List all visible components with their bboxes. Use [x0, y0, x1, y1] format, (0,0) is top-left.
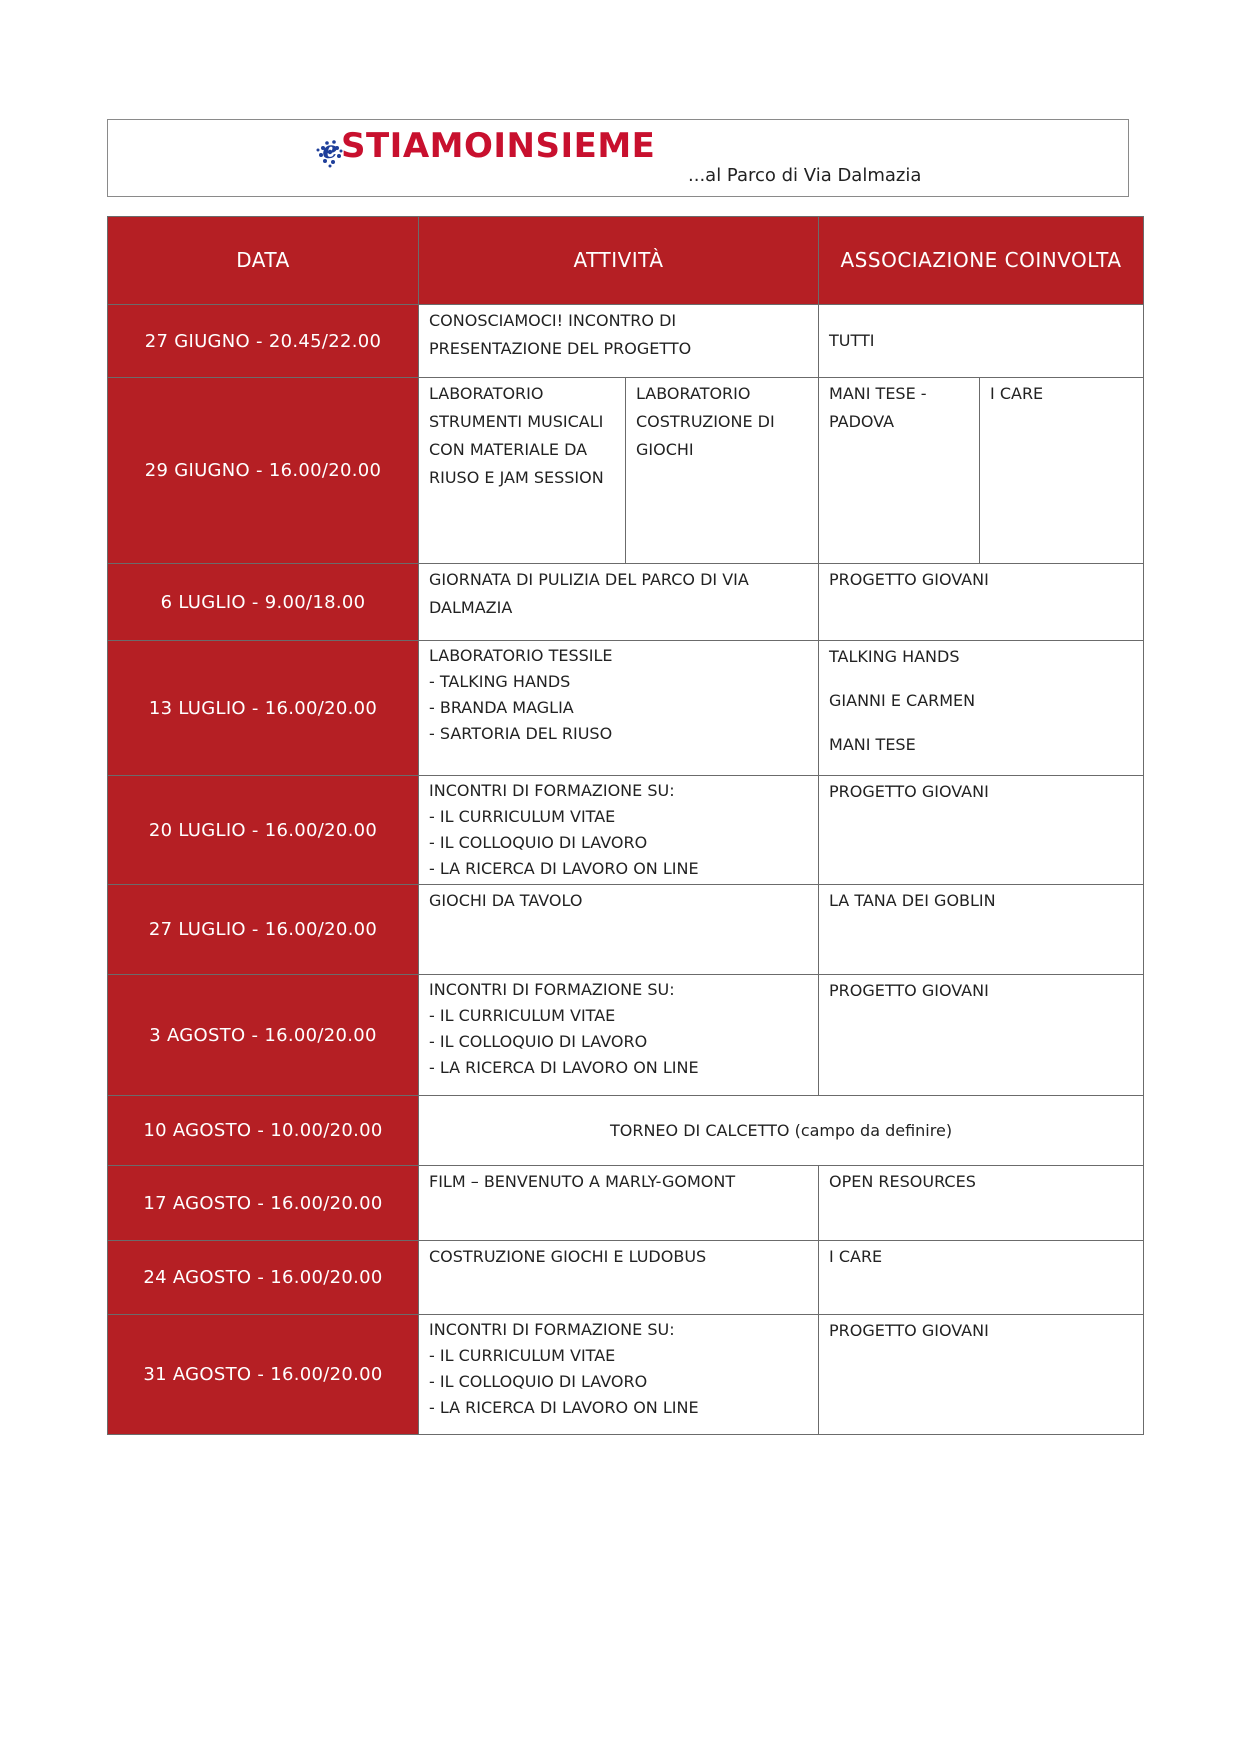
org-line: TALKING HANDS — [829, 647, 960, 666]
activity-line: - IL CURRICULUM VITAE — [429, 1006, 616, 1025]
activity-cell — [419, 1241, 819, 1315]
header-banner — [107, 119, 1129, 197]
activity-line: LABORATORIO TESSILE — [429, 646, 613, 665]
activity-cell — [419, 564, 819, 641]
logo-prefix: e — [322, 135, 338, 164]
date-cell: 13 LUGLIO - 16.00/20.00 — [108, 641, 419, 776]
activity-line: INCONTRI DI FORMAZIONE SU: — [429, 781, 675, 800]
date-cell: 10 AGOSTO - 10.00/20.00 — [108, 1096, 419, 1166]
activity-line: - IL COLLOQUIO DI LAVORO — [429, 1032, 648, 1051]
table-row — [108, 564, 1144, 641]
activity-cell-merged: TORNEO DI CALCETTO (campo da definire) — [419, 1096, 1144, 1166]
date-cell: 20 LUGLIO - 16.00/20.00 — [108, 776, 419, 885]
table-row — [108, 1096, 1144, 1166]
activity-line: - SARTORIA DEL RIUSO — [429, 724, 613, 743]
org-cell — [819, 564, 1144, 641]
org-cell — [819, 1166, 1144, 1241]
activity-line: CONOSCIAMOCI! INCONTRO DI — [429, 311, 677, 330]
org-line: MANI TESE — [829, 735, 916, 754]
table-row — [108, 378, 1144, 564]
org-cell — [819, 1315, 1144, 1435]
activity-line: GIOCHI DA TAVOLO — [429, 891, 583, 910]
activity-line: - LA RICERCA DI LAVORO ON LINE — [429, 1398, 699, 1417]
activity-cell — [419, 1166, 819, 1241]
header-attivita: ATTIVITÀ — [419, 217, 819, 305]
org-line: OPEN RESOURCES — [829, 1172, 976, 1191]
date-cell: 6 LUGLIO - 9.00/18.00 — [108, 564, 419, 641]
date-cell: 27 GIUGNO - 20.45/22.00 — [108, 305, 419, 378]
activity-line: - IL CURRICULUM VITAE — [429, 807, 616, 826]
table-row — [108, 1241, 1144, 1315]
table-header-row — [108, 217, 1144, 305]
table-row — [108, 305, 1144, 378]
date-cell: 27 LUGLIO - 16.00/20.00 — [108, 885, 419, 975]
org-cell — [819, 1241, 1144, 1315]
date-cell: 24 AGOSTO - 16.00/20.00 — [108, 1241, 419, 1315]
tagline: ...al Parco di Via Dalmazia — [688, 165, 922, 186]
org-line: LA TANA DEI GOBLIN — [829, 891, 996, 910]
activity-line: - IL COLLOQUIO DI LAVORO — [429, 1372, 648, 1391]
activity-cell — [419, 1315, 819, 1435]
activity-cell — [419, 975, 819, 1096]
org-cell: MANI TESE - PADOVA — [819, 378, 980, 564]
table-row — [108, 1315, 1144, 1435]
activity-cell — [419, 885, 819, 975]
activity-cell — [419, 641, 819, 776]
org-cell — [819, 305, 1144, 378]
activity-cell: LABORATORIO STRUMENTI MUSICALI CON MATERIALE DA RIUSO E JAM SESSION — [419, 378, 626, 564]
org-cell — [819, 975, 1144, 1096]
org-cell — [819, 885, 1144, 975]
activity-line: FILM – BENVENUTO A MARLY-GOMONT — [429, 1172, 736, 1191]
schedule-table — [107, 216, 1144, 1435]
table-row — [108, 885, 1144, 975]
activity-cell — [419, 776, 819, 885]
date-cell: 3 AGOSTO - 16.00/20.00 — [108, 975, 419, 1096]
activity-line: INCONTRI DI FORMAZIONE SU: — [429, 980, 675, 999]
activity-line: - IL CURRICULUM VITAE — [429, 1346, 616, 1365]
activity-cell — [419, 305, 819, 378]
org-line: PROGETTO GIOVANI — [829, 981, 989, 1000]
org-line: TUTTI — [829, 331, 875, 350]
date-cell: 17 AGOSTO - 16.00/20.00 — [108, 1166, 419, 1241]
activity-line: - LA RICERCA DI LAVORO ON LINE — [429, 859, 699, 878]
org-cell — [819, 776, 1144, 885]
date-cell: 31 AGOSTO - 16.00/20.00 — [108, 1315, 419, 1435]
org-line: PROGETTO GIOVANI — [829, 1321, 989, 1340]
table-row — [108, 975, 1144, 1096]
activity-line: - IL COLLOQUIO DI LAVORO — [429, 833, 648, 852]
activity-line: PRESENTAZIONE DEL PROGETTO — [429, 339, 692, 358]
activity-cell: LABORATORIO COSTRUZIONE DI GIOCHI — [626, 378, 819, 564]
table-row — [108, 641, 1144, 776]
activity-line: - LA RICERCA DI LAVORO ON LINE — [429, 1058, 699, 1077]
header-associazione — [819, 217, 1144, 305]
table-row — [108, 1166, 1144, 1241]
header-associazione-label: ASSOCIAZIONE COINVOLTA — [840, 248, 1122, 272]
org-cell — [819, 641, 1144, 776]
org-line: I CARE — [829, 1247, 883, 1266]
org-line: PROGETTO GIOVANI — [829, 570, 989, 589]
date-cell: 29 GIUGNO - 16.00/20.00 — [108, 378, 419, 564]
activity-line: INCONTRI DI FORMAZIONE SU: — [429, 1320, 675, 1339]
activity-line: - TALKING HANDS — [429, 672, 571, 691]
org-cell: I CARE — [980, 378, 1144, 564]
activity-line: - BRANDA MAGLIA — [429, 698, 574, 717]
table-row — [108, 776, 1144, 885]
org-line: PROGETTO GIOVANI — [829, 782, 989, 801]
activity-line: DALMAZIA — [429, 598, 513, 617]
header-data: DATA — [108, 217, 419, 305]
activity-line: COSTRUZIONE GIOCHI E LUDOBUS — [429, 1247, 707, 1266]
logo-wordmark: STIAMOINSIEME — [341, 126, 656, 166]
activity-line: GIORNATA DI PULIZIA DEL PARCO DI VIA — [429, 570, 749, 589]
org-line: GIANNI E CARMEN — [829, 691, 976, 710]
